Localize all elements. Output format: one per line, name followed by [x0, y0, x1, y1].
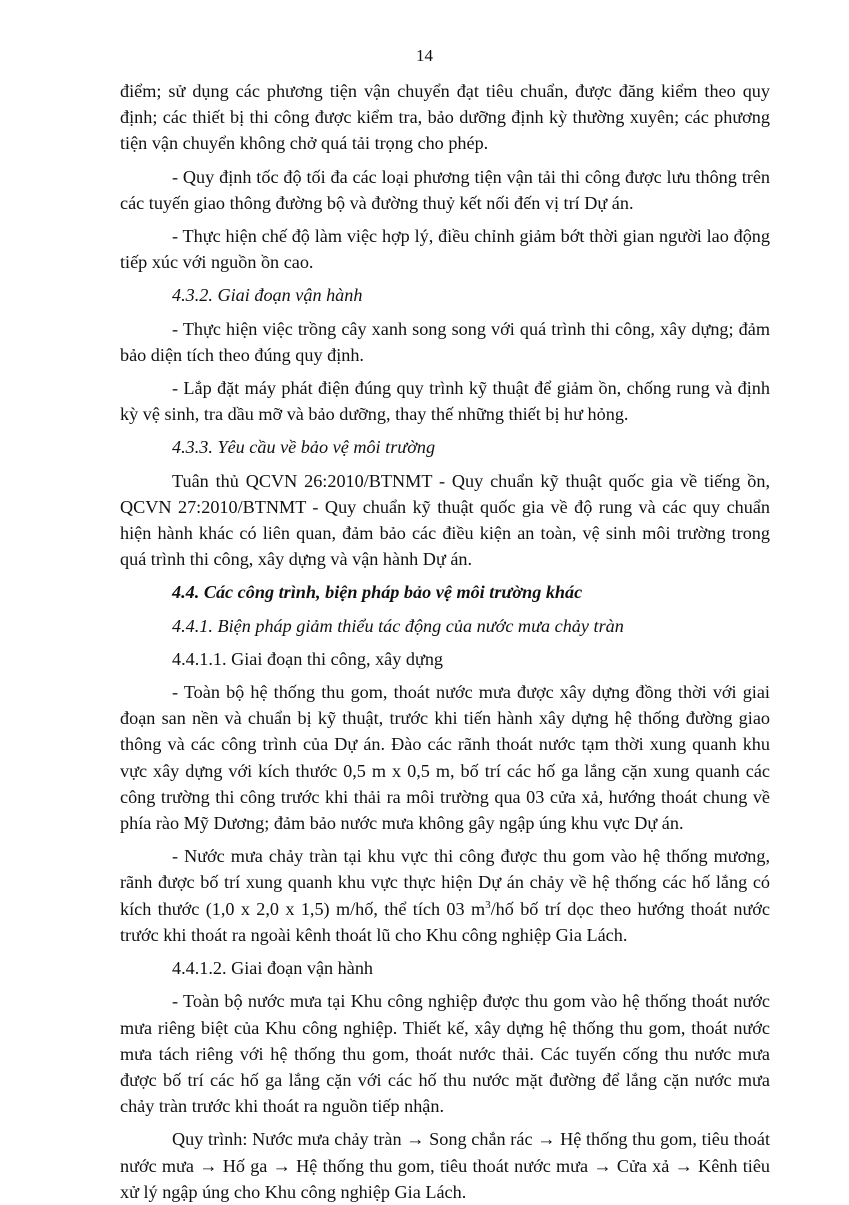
paragraph: Tuân thủ QCVN 26:2010/BTNMT - Quy chuẩn kỹ thuật quốc gia về tiếng ồn, QCVN 27:2010/BTNMT - Quy chuẩn kỹ thuật quốc gia về độ rung và các quy chuẩn hiện hành khác có liên quan, đảm bảo các điều kiện an toàn, vệ sinh môi trường trong quá trình thi công, xây dựng và vận hành Dự án.: [120, 470, 770, 570]
paragraph: [120, 843, 770, 948]
section-heading-main: 4.4. Các công trình, biện pháp bảo vệ môi trường khác: [172, 582, 583, 603]
paragraph: - Lắp đặt máy phát điện đúng quy trình kỹ thuật để giảm ồn, chống rung và định kỳ vệ sinh, tra dầu mỡ và bảo dưỡng, thay thế những thiết bị hư hỏng.: [120, 378, 770, 425]
section-heading: 4.4.1. Biện pháp giảm thiểu tác động của nước mưa chảy tràn: [172, 615, 624, 636]
page-number: 14: [416, 46, 433, 65]
paragraph: - Toàn bộ nước mưa tại Khu công nghiệp được thu gom vào hệ thống thoát nước mưa riêng biệt của Khu công nghiệp. Thiết kế, xây dựng hệ thống thu gom, thoát nước mưa tách riêng với hệ thống thu gom, thoát nước thải. Các tuyến cống thu nước mưa được bố trí các hố ga lắng cặn với các hố thu nước mặt đường để lắng cặn nước mưa chảy tràn trước khi thoát ra nguồn tiếp nhận.: [120, 991, 770, 1117]
page-body: [120, 78, 770, 1205]
paragraph-text: - Nước mưa chảy tràn tại khu vực thi công được thu gom vào hệ thống mương, rãnh được bố trí xung quanh khu vực thực hiện Dự án chảy về hệ thống các hố lắng có kích thước (1,0 x 2,0 x 1,5) m/hố, thể tích 03 m: [120, 846, 770, 919]
paragraph: điểm; sử dụng các phương tiện vận chuyển đạt tiêu chuẩn, được đăng kiểm theo quy định; các thiết bị thi công được kiểm tra, bảo dưỡng định kỳ thường xuyên; các phương tiện vận chuyển không chở quá tải trọng cho phép.: [120, 81, 770, 154]
paragraph: Quy trình: Nước mưa chảy tràn → Song chắn rác → Hệ thống thu gom, tiêu thoát nước mưa → Hố ga → Hệ thống thu gom, tiêu thoát nước mưa → Cửa xả → Kênh tiêu xử lý ngập úng cho Khu công nghiệp Gia Lách.: [120, 1129, 770, 1202]
paragraph: - Quy định tốc độ tối đa các loại phương tiện vận tải thi công được lưu thông trên các tuyến giao thông đường bộ và đường thuỷ kết nối đến vị trí Dự án.: [120, 166, 770, 213]
subsection-heading: 4.4.1.2. Giai đoạn vận hành: [172, 958, 374, 979]
paragraph: - Thực hiện việc trồng cây xanh song song với quá trình thi công, xây dựng; đảm bảo diện tích theo đúng quy định.: [120, 318, 770, 365]
paragraph: - Toàn bộ hệ thống thu gom, thoát nước mưa được xây dựng đồng thời với giai đoạn san nền và chuẩn bị kỹ thuật, trước khi tiến hành xây dựng hệ thống đường giao thông và các công trình của Dự án. Đào các rãnh thoát nước tạm thời xung quanh khu vực xây dựng với kích thước 0,5 m x 0,5 m, bố trí các hố ga lắng cặn xung quanh các công trường thi công trước khi thải ra môi trường qua 03 cửa xả, hướng thoát chung về phía rào Mỹ Dương; đảm bảo nước mưa không gây ngập úng khu vực Dự án.: [120, 682, 770, 834]
superscript: 3: [485, 898, 491, 911]
paragraph: - Thực hiện chế độ làm việc hợp lý, điều chỉnh giảm bớt thời gian người lao động tiếp xúc với nguồn ồn cao.: [120, 226, 770, 273]
subsection-heading: 4.4.1.1. Giai đoạn thi công, xây dựng: [172, 648, 444, 669]
paragraph-text: /hố bố trí dọc theo hướng thoát nước trước khi thoát ra ngoài kênh thoát lũ cho Khu công nghiệp Gia Lách.: [120, 898, 770, 945]
section-heading: 4.3.2. Giai đoạn vận hành: [172, 285, 363, 306]
section-heading: 4.3.3. Yêu cầu về bảo vệ môi trường: [172, 437, 436, 458]
